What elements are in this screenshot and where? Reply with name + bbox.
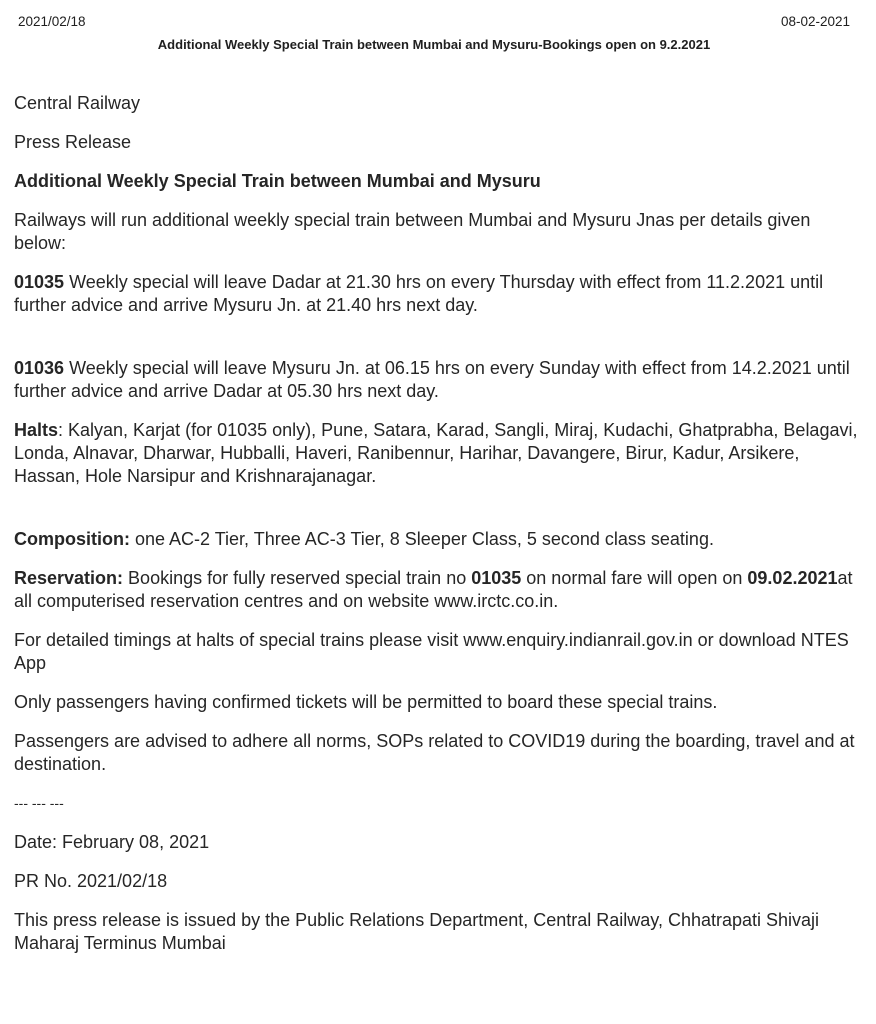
separator: --- --- --- bbox=[14, 795, 64, 811]
page-header bbox=[18, 14, 850, 56]
headline: Additional Weekly Special Train between Mumbai and Mysuru bbox=[14, 171, 541, 191]
train-number: 01036 bbox=[14, 358, 65, 378]
organization-name: Central Railway bbox=[14, 93, 141, 113]
covid-paragraph: Passengers are advised to adhere all norms, SOPs related to COVID19 during the boarding, travel and at destination. bbox=[14, 731, 855, 774]
footer-paragraph: This press release is issued by the Public Relations Department, Central Railway, Chhatrapati Shivaji Maharaj Terminus Mumbai bbox=[14, 910, 820, 953]
press-release-body bbox=[14, 92, 864, 971]
halts-paragraph: Halts: Kalyan, Karjat (for 01035 only), Pune, Satara, Karad, Sangli, Miraj, Kudachi, Ghatprabha, Belagavi, Londa, Alnavar, Dharwar, Hubballi, Haveri, Ranibennur, Harihar, Davangere, Birur, Kadur, Arsikere, Hassan, Hole Narsipur and Krishnarajanagar. bbox=[14, 420, 858, 486]
reservation-paragraph: Reservation: Bookings for fully reserved special train no 01035 on normal fare will open on 09.02.2021at all computerised reservation centres and on website www.irctc.co.in. bbox=[14, 568, 853, 611]
header-pr-number: 2021/02/18 bbox=[18, 14, 86, 29]
date-line: Date: February 08, 2021 bbox=[14, 832, 210, 852]
confirmed-tickets-paragraph: Only passengers having confirmed tickets will be permitted to board these special trains. bbox=[14, 692, 718, 712]
train-01035-paragraph: 01035 Weekly special will leave Dadar at 21.30 hrs on every Thursday with effect from 11.2.2021 until further advice and arrive Mysuru Jn. at 21.40 hrs next day. bbox=[14, 272, 824, 315]
page-title: Additional Weekly Special Train between Mumbai and Mysuru-Bookings open on 9.2.2021 bbox=[157, 37, 711, 52]
intro-paragraph: Railways will run additional weekly special train between Mumbai and Mysuru Jnas per details given below: bbox=[14, 210, 811, 253]
header-date: 08-02-2021 bbox=[780, 14, 850, 29]
train-01036-paragraph: 01036 Weekly special will leave Mysuru Jn. at 06.15 hrs on every Sunday with effect from 14.2.2021 until further advice and arrive Dadar at 05.30 hrs next day. bbox=[14, 358, 850, 401]
composition-paragraph: Composition: one AC-2 Tier, Three AC-3 Tier, 8 Sleeper Class, 5 second class seating. bbox=[14, 529, 714, 549]
document-type: Press Release bbox=[14, 132, 132, 152]
pr-number-line: PR No. 2021/02/18 bbox=[14, 871, 168, 891]
train-number: 01035 bbox=[14, 272, 65, 292]
timings-paragraph: For detailed timings at halts of special trains please visit www.enquiry.indianrail.gov.in or download NTES App bbox=[14, 630, 849, 673]
